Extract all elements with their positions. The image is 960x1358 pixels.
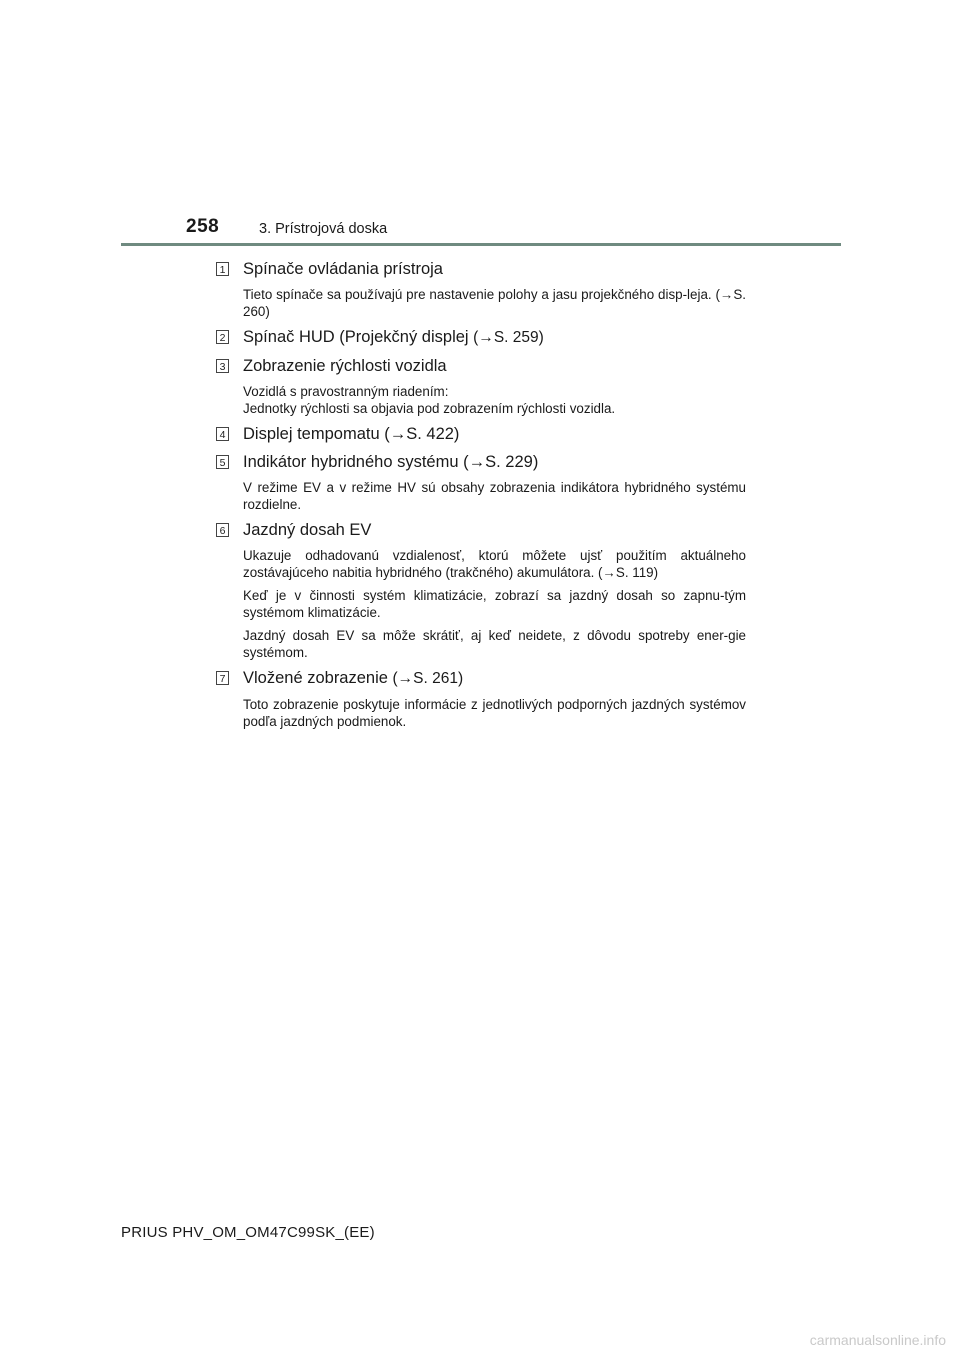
item-title: Spínač HUD (Projekčný displej (243, 328, 474, 346)
list-item (216, 326, 746, 349)
item-description: Toto zobrazenie poskytuje informácie z jednotlivých podporných jazdných systémov podľa jazdných podmienok. (243, 697, 746, 729)
item-number-marker: 7 (216, 671, 229, 685)
list-item (216, 355, 746, 417)
list-item (216, 258, 746, 320)
item-number-marker: 6 (216, 523, 229, 537)
item-description: Jazdný dosah EV sa môže skrátiť, aj keď neidete, z dôvodu spotreby ener-gie systémom. (243, 628, 746, 660)
item-number-marker: 2 (216, 330, 229, 344)
item-heading (216, 519, 746, 541)
page-header (0, 0, 960, 250)
item-heading (216, 451, 746, 473)
item-number-marker: 1 (216, 262, 229, 276)
item-title: Displej tempomatu (→S. 422) (243, 425, 460, 443)
list-item (216, 667, 746, 730)
item-number-marker: 3 (216, 359, 229, 373)
item-heading (216, 667, 746, 690)
item-description: Keď je v činnosti systém klimatizácie, zobrazí sa jazdný dosah so zapnu-tým systémom klimatizácie. (243, 588, 746, 620)
item-description: V režime EV a v režime HV sú obsahy zobrazenia indikátora hybridného systému rozdielne. (243, 480, 746, 512)
item-heading (216, 326, 746, 349)
item-heading (216, 355, 746, 377)
document-code: PRIUS PHV_OM_OM47C99SK_(EE) (121, 1224, 375, 1241)
section-title: 3. Prístrojová doska (259, 221, 388, 237)
item-title: Spínače ovládania prístroja (243, 260, 443, 278)
item-description: Tieto spínače sa používajú pre nastavenie polohy a jasu projekčného disp-leja. (→S. 260) (243, 287, 746, 319)
page-reference: (→S. 261) (392, 670, 464, 687)
watermark: carmanualsonline.info (809, 1332, 946, 1348)
item-description: Vozidlá s pravostranným riadením: Jednotky rýchlosti sa objavia pod zobrazením rýchlosti vozidla. (243, 384, 616, 416)
item-description: Ukazuje odhadovanú vzdialenosť, ktorú môžete ujsť použitím aktuálneho zostávajúceho nabitia hybridného (trakčného) akumulátora. (→S. 119) (243, 548, 746, 580)
item-title: Zobrazenie rýchlosti vozidla (243, 357, 447, 375)
item-list (216, 252, 746, 730)
item-number-marker: 5 (216, 455, 229, 469)
page-reference: (→S. 259) (473, 329, 544, 346)
item-title: Vložené zobrazenie (243, 669, 393, 687)
list-item (216, 451, 746, 513)
header-divider (121, 243, 841, 246)
list-item (216, 519, 746, 661)
page-number: 258 (186, 216, 220, 237)
item-heading (216, 423, 746, 445)
item-number-marker: 4 (216, 427, 229, 441)
list-item (216, 423, 746, 445)
item-title: Indikátor hybridného systému (→S. 229) (243, 453, 539, 471)
item-heading (216, 258, 746, 280)
item-title: Jazdný dosah EV (243, 521, 372, 539)
